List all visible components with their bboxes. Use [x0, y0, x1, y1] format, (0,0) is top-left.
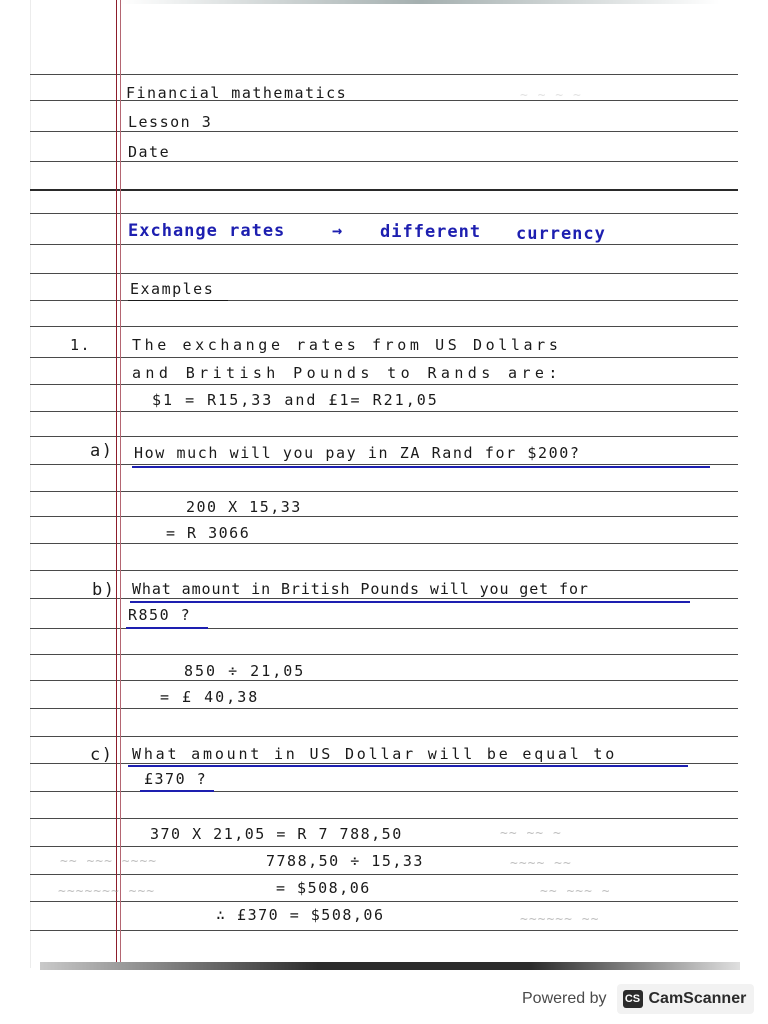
part-c-question-2: £370 ? [144, 770, 208, 788]
ruled-line [30, 543, 738, 544]
ruled-line [30, 680, 738, 681]
bleed-through-mark: ~~~~~~ ~~ [520, 912, 600, 927]
margin-line [116, 0, 117, 962]
ruled-line [30, 874, 738, 875]
lesson-label: Lesson 3 [128, 113, 213, 131]
camscanner-badge [617, 984, 755, 1014]
ruled-line [30, 273, 738, 274]
examples-heading: Examples [130, 280, 215, 298]
part-b-label: b) [92, 580, 116, 600]
ruled-line [30, 189, 738, 191]
margin-line-inner [120, 0, 121, 962]
bleed-through-mark: ~~ ~~~ ~ [540, 884, 611, 899]
part-c-work-1: 370 X 21,05 = R 7 788,50 [150, 825, 403, 843]
ruled-line [30, 654, 738, 655]
ruled-line [30, 763, 738, 764]
subject-title: Financial mathematics [126, 84, 348, 102]
ruled-line [30, 326, 738, 327]
ruled-line [30, 598, 738, 599]
part-c-question-1: What amount in US Dollar will be equal to [132, 745, 618, 763]
ruled-line [30, 491, 738, 492]
part-b-work-2: = £ 40,38 [160, 688, 260, 706]
bleed-through-mark: ~~~~~~~ ~~~ [58, 884, 156, 899]
topic-left: Exchange rates [128, 221, 286, 241]
arrow-icon: → [332, 221, 344, 241]
camscanner-watermark [522, 984, 754, 1014]
part-b-question-2: R850 ? [128, 606, 192, 624]
problem-line-1: The exchange rates from US Dollars [132, 336, 562, 354]
part-b-underline-2 [126, 627, 208, 629]
part-c-underline-1 [128, 765, 688, 767]
problem-rates: $1 = R15,33 and £1= R21,05 [152, 391, 439, 409]
part-c-work-3: = $508,06 [276, 879, 371, 897]
ruled-line [30, 161, 738, 162]
ruled-line [30, 516, 738, 517]
camscanner-logo-icon: CS [623, 990, 643, 1008]
bleed-through-mark: ~~ ~~~ ~~~~ [60, 854, 158, 869]
part-c-conclusion: ∴ £370 = $508,06 [216, 906, 385, 924]
scan-shadow-bottom [40, 962, 740, 970]
ruled-line [30, 357, 738, 358]
ruled-line [30, 846, 738, 847]
part-a-label: a) [90, 441, 114, 461]
bleed-through-mark: ~~~~ ~~ [510, 856, 572, 871]
part-b-question-1: What amount in British Pounds will you get for [132, 580, 589, 598]
topic-right-currency: currency [516, 224, 606, 244]
ruled-line [30, 436, 738, 437]
topic-right-different: different [380, 222, 482, 242]
date-label: Date [128, 143, 171, 161]
ruled-line [30, 74, 738, 75]
ruled-line [30, 818, 738, 819]
bleed-through-mark: ~~ ~~ ~ [500, 826, 562, 841]
part-c-underline-2 [140, 790, 214, 792]
bleed-through-mark: ~ ~ ~ ~ [520, 88, 582, 103]
camscanner-brand: CamScanner [648, 990, 747, 1007]
ruled-line [30, 244, 738, 245]
part-a-work-1: 200 X 15,33 [186, 498, 302, 516]
ruled-line [30, 131, 738, 132]
part-a-underline [132, 466, 710, 468]
ruled-line [30, 901, 738, 902]
powered-by-label: Powered by [522, 990, 607, 1007]
scan-shadow-top [120, 0, 720, 4]
part-c-label: c) [90, 745, 114, 765]
part-b-underline-1 [130, 601, 690, 603]
ruled-line [30, 930, 738, 931]
ruled-line [30, 570, 738, 571]
part-b-work-1: 850 ÷ 21,05 [184, 662, 306, 680]
ruled-line [30, 213, 738, 214]
ruled-line [30, 736, 738, 737]
problem-line-2: and British Pounds to Rands are: [132, 364, 562, 382]
problem-number: 1. [70, 336, 92, 354]
examples-underline [128, 300, 228, 301]
part-a-question: How much will you pay in ZA Rand for $200? [134, 444, 581, 462]
ruled-line [30, 411, 738, 412]
ruled-line [30, 708, 738, 709]
ruled-line [30, 384, 738, 385]
part-c-work-2: 7788,50 ÷ 15,33 [266, 852, 424, 870]
ruled-line [30, 464, 738, 465]
part-a-work-2: = R 3066 [166, 524, 251, 542]
ruled-line [30, 791, 738, 792]
